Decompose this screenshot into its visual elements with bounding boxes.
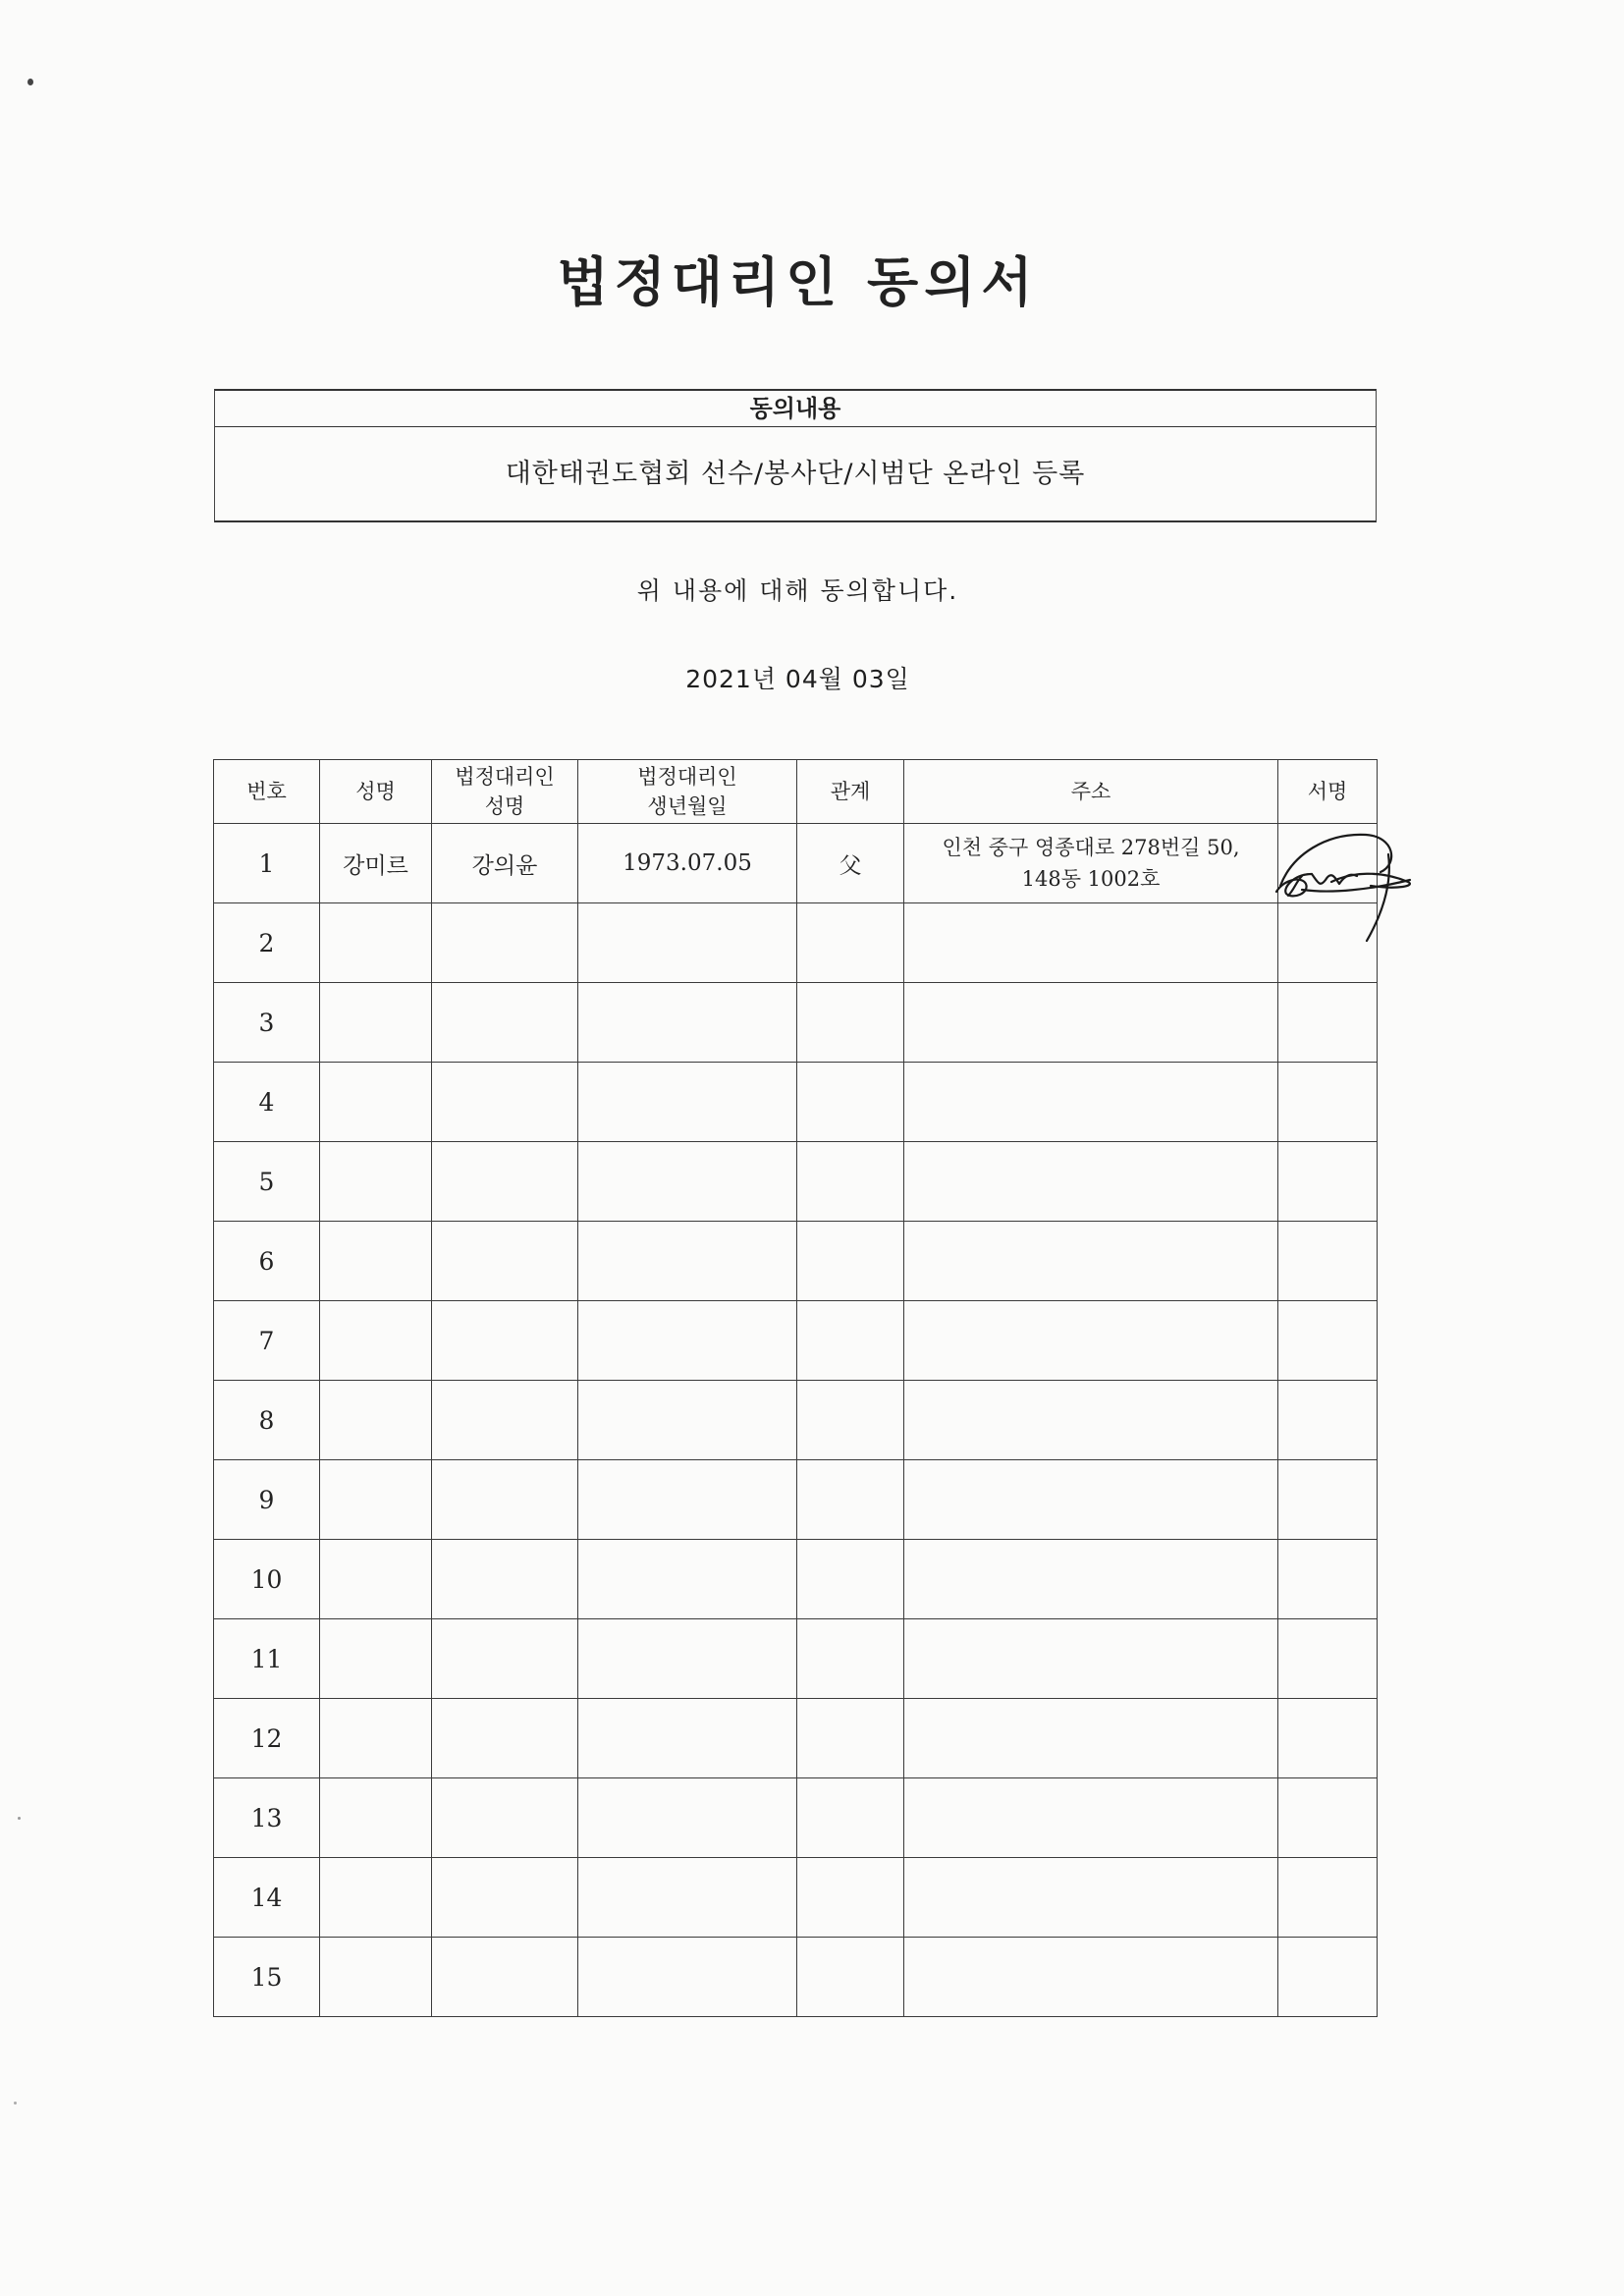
row-name bbox=[320, 1460, 432, 1540]
row-guardian-birth bbox=[578, 1540, 797, 1619]
row-guardian-name bbox=[432, 1063, 578, 1142]
agreement-date: 2021년 04월 03일 bbox=[685, 665, 910, 693]
row-guardian-birth bbox=[578, 903, 797, 983]
header-guardian-name-line2: 성명 bbox=[484, 794, 525, 818]
row-address-line1: 인천 중구 영종대로 278번길 50, bbox=[942, 836, 1240, 859]
row-guardian-birth bbox=[578, 1381, 797, 1460]
row-guardian-name bbox=[432, 903, 578, 983]
row-signature bbox=[1278, 1381, 1378, 1460]
row-relation bbox=[797, 1858, 904, 1938]
row-name bbox=[320, 1619, 432, 1699]
header-address: 주소 bbox=[904, 760, 1278, 824]
row-number: 15 bbox=[214, 1938, 320, 2017]
consent-heading: 동의내용 bbox=[215, 391, 1376, 427]
table-row bbox=[214, 1222, 1378, 1301]
row-name bbox=[320, 1778, 432, 1858]
row-address bbox=[904, 1938, 1278, 2017]
row-guardian-birth bbox=[578, 1699, 797, 1778]
row-name bbox=[320, 1540, 432, 1619]
table-row bbox=[214, 1460, 1378, 1540]
row-address bbox=[904, 1778, 1278, 1858]
row-address-line2: 148동 1002호 bbox=[1021, 867, 1161, 891]
row-relation bbox=[797, 1619, 904, 1699]
table-header-row bbox=[214, 760, 1378, 824]
row-signature bbox=[1278, 1063, 1378, 1142]
row-name bbox=[320, 1063, 432, 1142]
row-address bbox=[904, 1540, 1278, 1619]
table-row bbox=[214, 1619, 1378, 1699]
row-address bbox=[904, 1381, 1278, 1460]
row-guardian-name bbox=[432, 1619, 578, 1699]
row-address bbox=[904, 1858, 1278, 1938]
row-number: 9 bbox=[214, 1460, 320, 1540]
header-number: 번호 bbox=[214, 760, 320, 824]
row-relation bbox=[797, 903, 904, 983]
row-signature bbox=[1278, 1778, 1378, 1858]
row-guardian-birth bbox=[578, 1619, 797, 1699]
row-name bbox=[320, 1301, 432, 1381]
document-title: 법정대리인 동의서 bbox=[557, 251, 1039, 313]
row-number: 8 bbox=[214, 1381, 320, 1460]
table-row bbox=[214, 1938, 1378, 2017]
row-relation bbox=[797, 1778, 904, 1858]
header-guardian-birth bbox=[578, 760, 797, 824]
row-signature bbox=[1278, 1619, 1378, 1699]
table-row bbox=[214, 1301, 1378, 1381]
row-guardian-name bbox=[432, 1460, 578, 1540]
row-signature bbox=[1278, 1142, 1378, 1222]
row-guardian-name bbox=[432, 1938, 578, 2017]
table-row bbox=[214, 1142, 1378, 1222]
row-number: 12 bbox=[214, 1699, 320, 1778]
header-relation: 관계 bbox=[797, 760, 904, 824]
header-name: 성명 bbox=[320, 760, 432, 824]
table-row bbox=[214, 1540, 1378, 1619]
row-address bbox=[904, 983, 1278, 1063]
row-signature bbox=[1278, 1301, 1378, 1381]
row-address bbox=[904, 1142, 1278, 1222]
table-row bbox=[214, 1699, 1378, 1778]
guardian-table bbox=[213, 759, 1378, 2017]
table-row bbox=[214, 903, 1378, 983]
row-guardian-birth bbox=[578, 1222, 797, 1301]
row-address bbox=[904, 1460, 1278, 1540]
row-address bbox=[904, 903, 1278, 983]
row-guardian-birth bbox=[578, 1938, 797, 2017]
consent-content: 대한태권도협회 선수/봉사단/시범단 온라인 등록 bbox=[505, 459, 1086, 489]
row-name bbox=[320, 1381, 432, 1460]
row-relation bbox=[797, 1142, 904, 1222]
row-signature bbox=[1278, 1222, 1378, 1301]
scan-speck bbox=[14, 2102, 17, 2105]
row-number: 1 bbox=[214, 824, 320, 903]
row-guardian-name bbox=[432, 983, 578, 1063]
row-signature bbox=[1278, 983, 1378, 1063]
header-guardian-name-line1: 법정대리인 bbox=[455, 765, 555, 789]
row-relation bbox=[797, 1222, 904, 1301]
row-guardian-name: 강의윤 bbox=[432, 824, 578, 903]
row-address bbox=[904, 1699, 1278, 1778]
row-name bbox=[320, 1699, 432, 1778]
row-guardian-birth bbox=[578, 1301, 797, 1381]
row-relation bbox=[797, 1381, 904, 1460]
row-signature bbox=[1278, 1699, 1378, 1778]
row-address bbox=[904, 1619, 1278, 1699]
row-guardian-name bbox=[432, 1778, 578, 1858]
row-relation bbox=[797, 1540, 904, 1619]
table-row bbox=[214, 1778, 1378, 1858]
row-guardian-name bbox=[432, 1222, 578, 1301]
row-guardian-birth bbox=[578, 983, 797, 1063]
scan-speck bbox=[27, 79, 33, 85]
row-relation: 父 bbox=[797, 824, 904, 903]
row-guardian-name bbox=[432, 1540, 578, 1619]
row-address bbox=[904, 1301, 1278, 1381]
row-number: 4 bbox=[214, 1063, 320, 1142]
row-relation bbox=[797, 1938, 904, 2017]
header-guardian-name bbox=[432, 760, 578, 824]
row-address bbox=[904, 1063, 1278, 1142]
row-number: 14 bbox=[214, 1858, 320, 1938]
row-guardian-birth bbox=[578, 1460, 797, 1540]
consent-box bbox=[214, 389, 1377, 522]
row-guardian-birth bbox=[578, 1858, 797, 1938]
row-number: 6 bbox=[214, 1222, 320, 1301]
table-row bbox=[214, 1063, 1378, 1142]
agreement-statement: 위 내용에 대해 동의합니다. bbox=[636, 576, 959, 605]
row-name bbox=[320, 1142, 432, 1222]
row-name bbox=[320, 983, 432, 1063]
header-guardian-birth-line2: 생년월일 bbox=[647, 794, 728, 818]
row-number: 5 bbox=[214, 1142, 320, 1222]
row-guardian-name bbox=[432, 1699, 578, 1778]
row-guardian-name bbox=[432, 1381, 578, 1460]
row-number: 10 bbox=[214, 1540, 320, 1619]
scan-speck bbox=[18, 1817, 21, 1820]
row-name: 강미르 bbox=[320, 824, 432, 903]
row-address bbox=[904, 824, 1278, 903]
row-relation bbox=[797, 1460, 904, 1540]
row-guardian-birth bbox=[578, 1778, 797, 1858]
row-name bbox=[320, 903, 432, 983]
table-row bbox=[214, 1381, 1378, 1460]
row-guardian-birth bbox=[578, 1142, 797, 1222]
row-relation bbox=[797, 983, 904, 1063]
row-relation bbox=[797, 1301, 904, 1381]
row-signature bbox=[1278, 1938, 1378, 2017]
row-signature bbox=[1278, 1540, 1378, 1619]
table-row bbox=[214, 824, 1378, 903]
row-name bbox=[320, 1938, 432, 2017]
row-number: 2 bbox=[214, 903, 320, 983]
row-number: 3 bbox=[214, 983, 320, 1063]
header-signature: 서명 bbox=[1278, 760, 1378, 824]
handwritten-signature bbox=[1272, 825, 1420, 953]
row-name bbox=[320, 1222, 432, 1301]
row-address bbox=[904, 1222, 1278, 1301]
row-guardian-name bbox=[432, 1142, 578, 1222]
row-guardian-name bbox=[432, 1858, 578, 1938]
row-relation bbox=[797, 1699, 904, 1778]
row-guardian-birth bbox=[578, 1063, 797, 1142]
row-signature bbox=[1278, 1858, 1378, 1938]
row-name bbox=[320, 1858, 432, 1938]
table-row bbox=[214, 983, 1378, 1063]
row-signature bbox=[1278, 1460, 1378, 1540]
row-guardian-birth: 1973.07.05 bbox=[578, 824, 797, 903]
row-number: 11 bbox=[214, 1619, 320, 1699]
row-guardian-name bbox=[432, 1301, 578, 1381]
row-number: 7 bbox=[214, 1301, 320, 1381]
row-relation bbox=[797, 1063, 904, 1142]
row-number: 13 bbox=[214, 1778, 320, 1858]
table-row bbox=[214, 1858, 1378, 1938]
header-guardian-birth-line1: 법정대리인 bbox=[637, 765, 737, 789]
